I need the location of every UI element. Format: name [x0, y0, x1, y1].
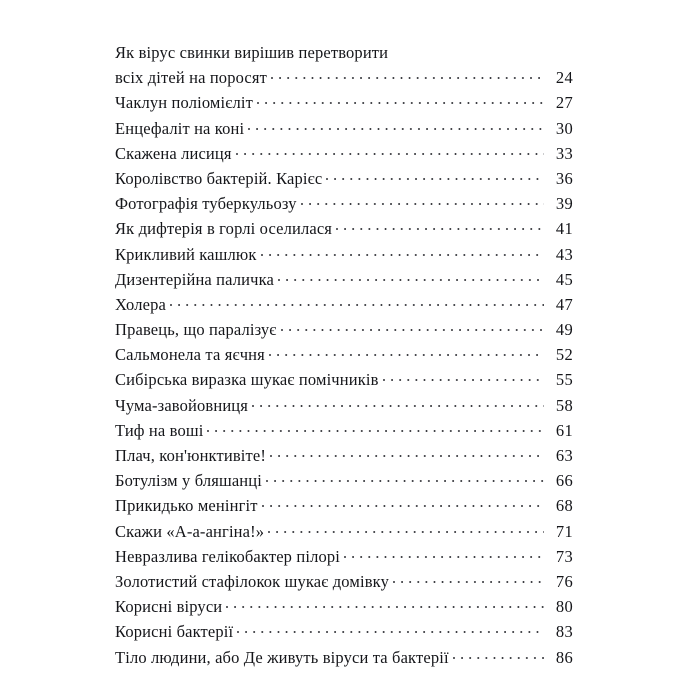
dot-leader [281, 319, 544, 335]
toc-entry-title: Невразлива гелікобактер пілорі [115, 546, 340, 566]
toc-entry-page-number: 49 [555, 320, 573, 340]
toc-entry-row[interactable] [115, 645, 573, 670]
toc-entry[interactable] [115, 367, 573, 392]
toc-entry[interactable] [115, 493, 573, 518]
dot-leader [271, 67, 544, 83]
toc-entry[interactable] [115, 645, 573, 670]
dot-leader [278, 269, 544, 285]
toc-entry-title: Плач, кон'юнктивіте! [115, 446, 266, 466]
toc-entry-row[interactable] [115, 166, 573, 191]
dot-leader [170, 294, 544, 310]
toc-entry-title: Чума-завойовниця [115, 395, 249, 415]
toc-entry-row[interactable] [115, 569, 573, 594]
toc-entry[interactable] [115, 569, 573, 594]
toc-entry-row[interactable] [115, 393, 573, 418]
dot-leader [344, 546, 544, 562]
dot-leader [326, 168, 544, 184]
toc-entry-page-number: 30 [555, 118, 573, 138]
toc-entry-page-number: 63 [555, 446, 573, 466]
toc-entry-title: Скажи «А-а-ангіна!» [115, 521, 265, 541]
toc-entry-title: Чаклун поліомієліт [115, 93, 253, 113]
table-of-contents-list [115, 40, 573, 670]
toc-entry-page-number: 45 [555, 269, 573, 289]
toc-entry-page-number: 43 [555, 244, 573, 264]
toc-entry[interactable] [115, 40, 573, 90]
toc-entry[interactable] [115, 191, 573, 216]
toc-entry[interactable] [115, 418, 573, 443]
toc-entry-page-number: 27 [555, 93, 573, 113]
toc-entry[interactable] [115, 594, 573, 619]
toc-entry-row[interactable] [115, 468, 573, 493]
toc-entry-page-number: 80 [555, 597, 573, 617]
toc-entry-title: Корисні бактерії [115, 622, 234, 642]
toc-entry-page-number: 58 [555, 395, 573, 415]
toc-entry-row[interactable] [115, 116, 573, 141]
toc-entry-row[interactable] [115, 292, 573, 317]
toc-entry-page-number: 83 [555, 622, 573, 642]
dot-leader [207, 420, 544, 436]
toc-entry-row[interactable] [115, 65, 573, 90]
toc-entry-row[interactable] [115, 267, 573, 292]
dot-leader [261, 244, 544, 260]
toc-entry-title: Тиф на воші [115, 420, 204, 440]
toc-entry-page-number: 71 [555, 521, 573, 541]
toc-entry-title: Корисні віруси [115, 597, 223, 617]
toc-entry-row[interactable] [115, 443, 573, 468]
toc-entry[interactable] [115, 216, 573, 241]
toc-entry[interactable] [115, 141, 573, 166]
toc-entry-title: Правець, що паралізує [115, 320, 277, 340]
toc-entry[interactable] [115, 317, 573, 342]
toc-entry[interactable] [115, 292, 573, 317]
toc-entry[interactable] [115, 116, 573, 141]
dot-leader [301, 193, 544, 209]
toc-entry-row[interactable] [115, 418, 573, 443]
toc-entry-row[interactable] [115, 216, 573, 241]
toc-entry-page-number: 68 [555, 496, 573, 516]
toc-entry-title: Як дифтерія в горлі оселилася [115, 219, 333, 239]
dot-leader [453, 647, 544, 663]
toc-entry-page-number: 73 [555, 546, 573, 566]
toc-entry[interactable] [115, 468, 573, 493]
toc-entry-title: Як вірус свинки вирішив перетворити [115, 43, 389, 62]
toc-entry-row[interactable] [115, 141, 573, 166]
toc-entry-row[interactable] [115, 342, 573, 367]
dot-leader [262, 495, 544, 511]
toc-entry-row[interactable] [115, 191, 573, 216]
toc-entry[interactable] [115, 242, 573, 267]
dot-leader [393, 571, 544, 587]
toc-entry[interactable] [115, 619, 573, 644]
toc-entry-title: Сальмонела та яєчня [115, 345, 265, 365]
dot-leader [257, 92, 544, 108]
toc-entry[interactable] [115, 90, 573, 115]
toc-entry-row[interactable] [115, 544, 573, 569]
toc-entry-title: Прикидько менінгіт [115, 496, 258, 516]
toc-entry-title: Енцефаліт на коні [115, 118, 245, 138]
toc-entry-page-number: 55 [555, 370, 573, 390]
toc-entry[interactable] [115, 519, 573, 544]
toc-entry-title: Сибірська виразка шукає помічників [115, 370, 379, 390]
toc-entry[interactable] [115, 342, 573, 367]
dot-leader [269, 344, 544, 360]
toc-entry-row[interactable] [115, 242, 573, 267]
dot-leader [266, 470, 544, 486]
toc-entry[interactable] [115, 166, 573, 191]
toc-entry-title: Дизентерійна паличка [115, 269, 274, 289]
toc-entry-title: Крикливий кашлюк [115, 244, 257, 264]
toc-entry-page-number: 66 [555, 471, 573, 491]
toc-entry-page-number: 76 [555, 571, 573, 591]
toc-entry-row[interactable] [115, 317, 573, 342]
toc-entry-page-number: 36 [555, 168, 573, 188]
toc-entry-row[interactable] [115, 90, 573, 115]
toc-entry-title: Ботулізм у бляшанці [115, 471, 262, 491]
dot-leader [226, 596, 544, 612]
dot-leader [270, 445, 544, 461]
toc-entry-title: Холера [115, 294, 166, 314]
dot-leader [237, 621, 544, 637]
toc-entry-page-number: 47 [555, 294, 573, 314]
toc-entry[interactable] [115, 393, 573, 418]
toc-entry-title: Фотографія туберкульозу [115, 194, 297, 214]
toc-entry-page-number: 61 [555, 420, 573, 440]
toc-entry[interactable] [115, 544, 573, 569]
toc-entry-title: Тіло людини, або Де живуть віруси та бактерії [115, 647, 449, 667]
toc-entry-title: Королівство бактерій. Карієс [115, 168, 323, 188]
dot-leader [252, 395, 544, 411]
dot-leader [248, 118, 544, 134]
toc-entry-row[interactable] [115, 619, 573, 644]
toc-entry-page-number: 24 [555, 68, 573, 88]
toc-entry-page-number: 39 [555, 194, 573, 214]
dot-leader [383, 369, 544, 385]
toc-entry-title: Скажена лисиця [115, 143, 232, 163]
toc-entry-page-number: 33 [555, 143, 573, 163]
dot-leader [236, 143, 544, 159]
dot-leader [268, 521, 544, 537]
toc-entry-row[interactable] [115, 367, 573, 392]
dot-leader [336, 218, 544, 234]
toc-entry-title: Золотистий стафілокок шукає домівку [115, 571, 389, 591]
toc-entry-page-number: 52 [555, 345, 573, 365]
toc-entry-row[interactable] [115, 493, 573, 518]
toc-entry[interactable] [115, 443, 573, 468]
toc-entry-row[interactable] [115, 594, 573, 619]
toc-entry-title-continued: всіх дітей на поросят [115, 68, 267, 88]
toc-entry-row[interactable] [115, 519, 573, 544]
toc-entry[interactable] [115, 267, 573, 292]
toc-entry-page-number: 41 [555, 219, 573, 239]
toc-entry-page-number: 86 [555, 647, 573, 667]
